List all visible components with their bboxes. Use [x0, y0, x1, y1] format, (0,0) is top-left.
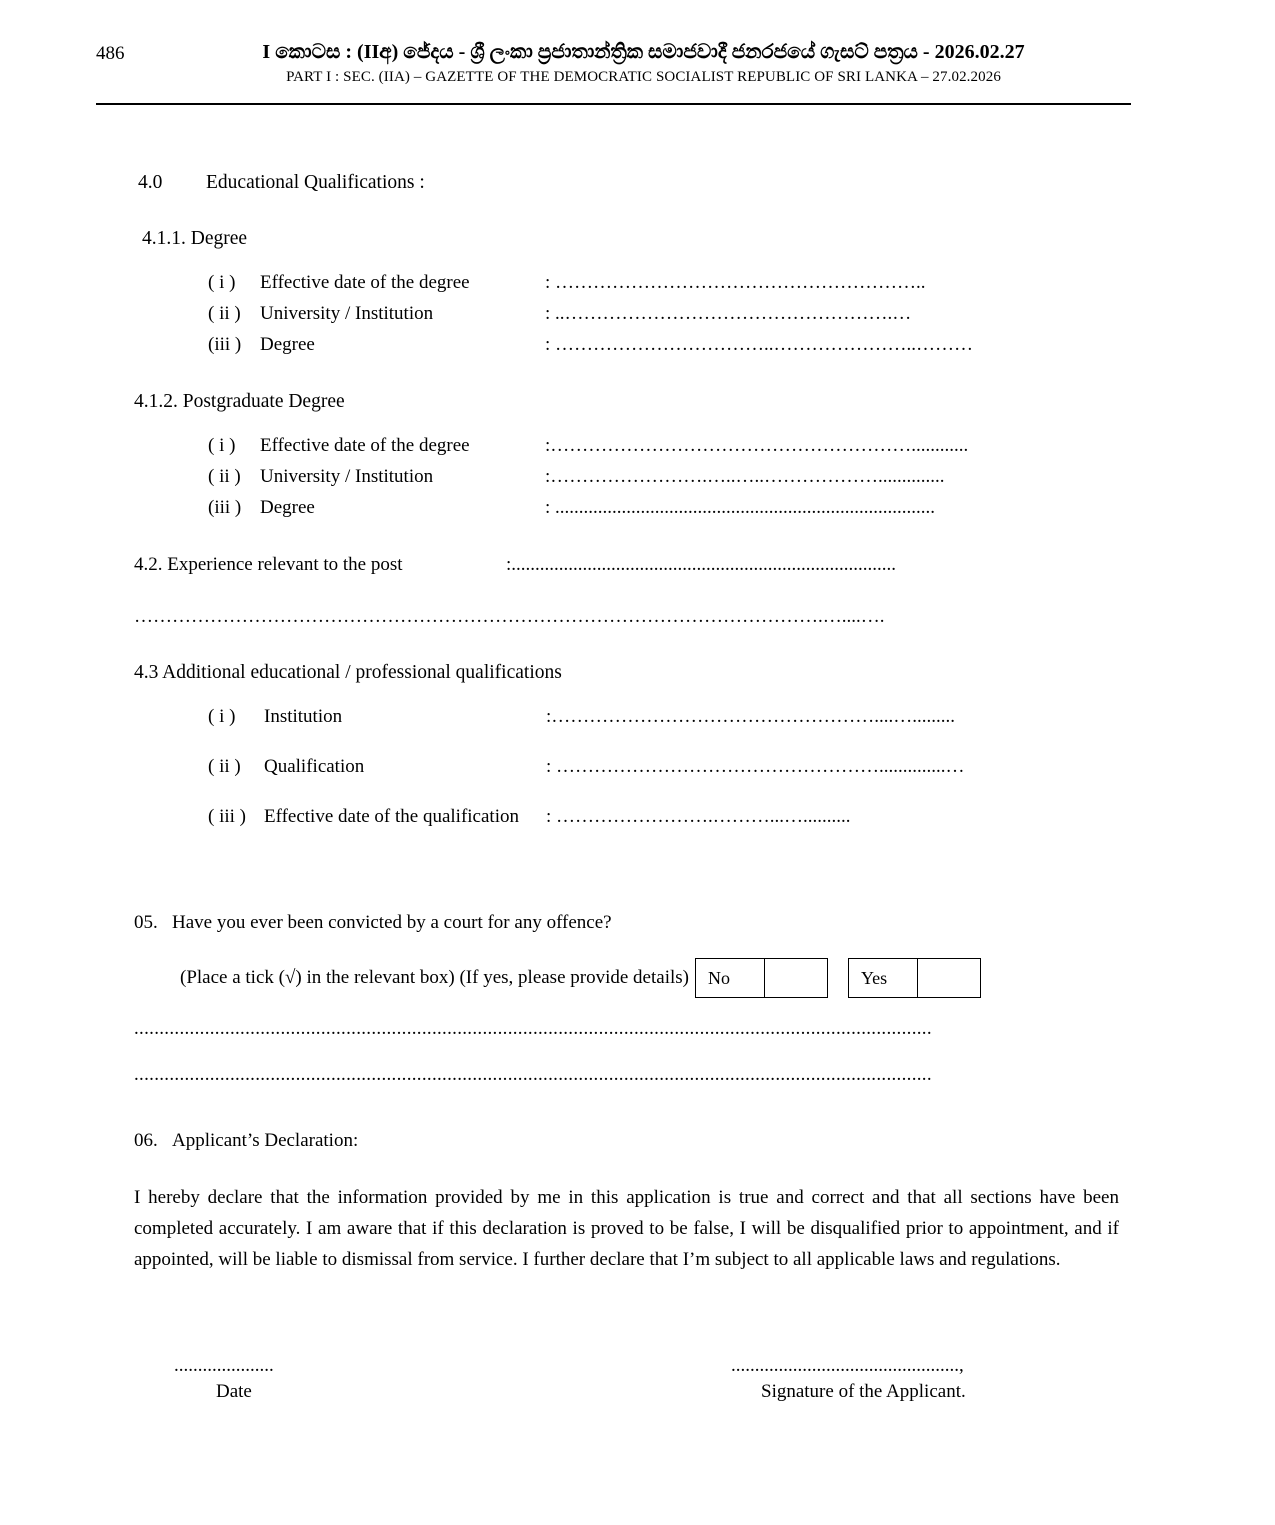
- field-label: Degree: [260, 497, 315, 518]
- field-label: Degree: [260, 334, 315, 355]
- choice-yes-tickbox[interactable]: [917, 959, 980, 997]
- field-input-line[interactable]: : ................................................................................: [545, 497, 936, 518]
- field-row: [208, 431, 1131, 462]
- question-6-title: Applicant’s Declaration:: [172, 1130, 359, 1151]
- subsection-411-heading: 4.1.1. Degree: [142, 228, 248, 249]
- field-roman: ( ii ): [208, 303, 241, 324]
- date-line[interactable]: .....................: [174, 1355, 274, 1376]
- field-row: [208, 330, 1131, 361]
- question-5-answer-line[interactable]: ..............................................................................................................................................................: [134, 1018, 932, 1039]
- question-5-options: [180, 958, 1131, 998]
- subsection-43-heading: 4.3 Additional educational / professional qualifications: [134, 662, 562, 683]
- page-header: [96, 38, 1131, 88]
- field-label: Effective date of the qualification: [264, 806, 519, 827]
- additional-qualification-fields: [208, 702, 1131, 852]
- field-roman: ( ii ): [208, 756, 241, 777]
- experience-label: 4.2. Experience relevant to the post: [134, 554, 403, 575]
- field-label: Effective date of the degree: [260, 435, 470, 456]
- field-input-line[interactable]: : …………………………………………………..: [545, 272, 926, 293]
- field-input-line[interactable]: :…………………….…..…..………………..............: [545, 466, 945, 487]
- signature-line[interactable]: ................................................,: [731, 1355, 964, 1376]
- field-label: Effective date of the degree: [260, 272, 470, 293]
- tick-instruction: (Place a tick (√) in the relevant box) (If yes, please provide details): [180, 967, 689, 988]
- field-input-line[interactable]: : …………………….………...…..........: [546, 806, 851, 827]
- choice-no[interactable]: [695, 958, 828, 998]
- field-row: [208, 702, 1131, 752]
- choice-no-tickbox[interactable]: [764, 959, 827, 997]
- field-roman: ( iii ): [208, 806, 246, 827]
- field-roman: ( i ): [208, 435, 236, 456]
- header-english-line: PART I : SEC. (IIA) – GAZETTE OF THE DEMOCRATIC SOCIALIST REPUBLIC OF SRI LANKA – 27.02.2026: [286, 69, 1001, 85]
- field-roman: ( i ): [208, 272, 236, 293]
- signature-area: [96, 1355, 1131, 1403]
- field-label: Qualification: [264, 756, 365, 777]
- date-label: Date: [216, 1381, 252, 1402]
- section-4-label: Educational Qualifications :: [206, 172, 425, 193]
- field-row: [208, 802, 1131, 852]
- choice-yes[interactable]: [848, 958, 981, 998]
- question-5-answer-line[interactable]: ..............................................................................................................................................................: [134, 1064, 932, 1085]
- field-input-line[interactable]: : ……………………………..…………………..………: [545, 334, 974, 355]
- choice-no-label: No: [707, 968, 730, 988]
- field-label: University / Institution: [260, 466, 434, 487]
- field-label: Institution: [264, 706, 343, 727]
- question-5: [134, 908, 1131, 938]
- field-roman: ( i ): [208, 706, 236, 727]
- field-row: [208, 268, 1131, 299]
- field-input-line[interactable]: : ……………………………………………..............…: [546, 756, 965, 777]
- experience-input-line[interactable]: :.................................................................................: [506, 554, 897, 575]
- field-input-line[interactable]: :……………………………………………....….........: [546, 706, 956, 727]
- signature-label: Signature of the Applicant.: [761, 1381, 966, 1402]
- field-row: [208, 299, 1131, 330]
- question-5-text: Have you ever been convicted by a court for any offence?: [172, 912, 612, 933]
- field-roman: (iii ): [208, 497, 242, 518]
- question-6-number: 06.: [134, 1130, 158, 1151]
- field-roman: (iii ): [208, 334, 242, 355]
- subsection-412-heading: 4.1.2. Postgraduate Degree: [134, 391, 345, 412]
- field-row: [208, 462, 1131, 493]
- experience-row: [134, 550, 1131, 580]
- header-sinhala-line: I කොටස : (IIඅ) ජේදය - ශ්‍රී ලංකා ප්‍රජාතාන්ත්‍රික සමාජවාදී ජනරජයේ ගැසට් පත්‍රය - 2026.02.27: [262, 41, 1025, 63]
- field-row: [208, 493, 1131, 524]
- header-divider: [96, 103, 1131, 105]
- postgraduate-fields: [208, 431, 1131, 524]
- experience-continuation-line[interactable]: ……………………………………………………………………………………………….…....….: [134, 606, 885, 627]
- field-roman: ( ii ): [208, 466, 241, 487]
- field-input-line[interactable]: : ..…………………………………………….…: [545, 303, 912, 324]
- field-label: University / Institution: [260, 303, 434, 324]
- section-4-number: 4.0: [138, 172, 163, 193]
- declaration-text: I hereby declare that the information provided by me in this application is true and correct and that all sections have been completed accurately. I am aware that if this declaration is proved to be false, I will be disqualified prior to appointment, and if appointed, will be liable to dismissal from service. I further declare that I’m subject to all applicable laws and regulations.: [134, 1187, 1119, 1270]
- form-content: [96, 130, 1131, 1275]
- section-4-title: [138, 168, 1131, 198]
- degree-fields: [208, 268, 1131, 361]
- field-row: [208, 752, 1131, 802]
- field-input-line[interactable]: :…………………………………………………............: [545, 435, 969, 456]
- choice-yes-label: Yes: [860, 968, 888, 988]
- question-5-number: 05.: [134, 912, 158, 933]
- question-6: [134, 1126, 1131, 1156]
- page-number: 486: [96, 43, 125, 64]
